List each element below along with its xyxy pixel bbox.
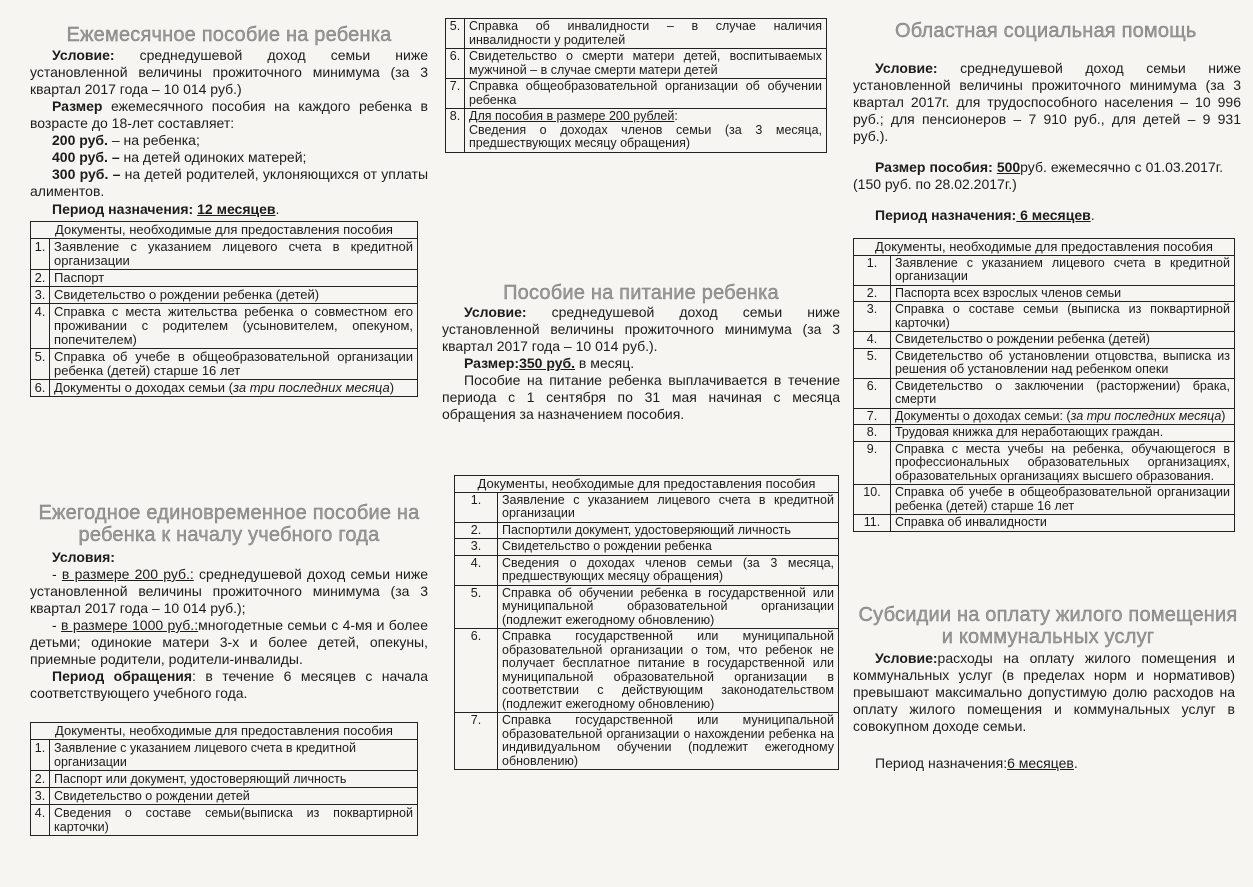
table-row: 5. Свидетельство об установлении отцовства, выписка из решения об установлении над ребенком опеки (854, 348, 1235, 378)
section-title-regional: Областная социальная помощь (895, 20, 1197, 42)
table-header: Документы, необходимые для предоставления пособия (455, 476, 839, 493)
table-row: 3. Свидетельство о рождении ребенка (детей) (31, 287, 418, 304)
table-row: 7. Справка общеобразовательной организации об обучении ребенка (446, 79, 827, 109)
section-annual-allowance (30, 502, 428, 836)
table-row: 2. Паспорт (31, 270, 418, 287)
table-header: Документы, необходимые для предоставления пособия (854, 239, 1235, 256)
table-row: 1. Заявление с указанием лицевого счета в кредитной организации (854, 255, 1235, 285)
payment-period-text: Пособие на питание ребенка выплачивается в течение периода с 1 сентября по 31 мая начиная с месяца обращения за назначением пособия. (442, 372, 840, 422)
section-title-monthly: Ежемесячное пособие на ребенка (66, 24, 392, 46)
table-row: 7. Документы о доходах семьи: (за три последних месяца) (854, 408, 1235, 425)
documents-table-continued (445, 18, 827, 153)
table-row: 10. Справка об учебе в общеобразовательной организации ребенка (детей) старше 16 лет (854, 485, 1235, 515)
amount-3: 300 руб. – на детей родителей, уклоняющихся от уплаты алиментов. (30, 166, 429, 199)
table-row: 6. Свидетельство о заключении (расторжении) брака, смерти (854, 378, 1235, 408)
section-title-nutrition: Пособие на питание ребенка (503, 282, 779, 304)
table-row: 6. Справка государственной или муниципальной образовательной организации о том, что ребенок не получает бесплатное питание в государственной или муниципальной образовательной организации в соответствии с действующим законодательством (подлежит ежегодному обновлению) (455, 629, 839, 713)
table-header: Документы, необходимые для предоставления пособия (31, 222, 418, 239)
table-row: 4. Сведения о составе семьи(выписка из поквартирной карточки) (31, 805, 418, 836)
condition-text: Условие: среднедушевой доход семьи ниже установленной величины прожиточного минимума (за 3 квартал 2017 года – 10 014 руб.). (442, 304, 840, 354)
section-nutrition-allowance (442, 282, 840, 770)
documents-table-regional (853, 238, 1235, 532)
column-center (445, 18, 827, 153)
table-row: 3. Свидетельство о рождении детей (31, 788, 418, 805)
documents-table-monthly (30, 221, 418, 397)
size-text: Размер ежемесячного пособия на каждого ребенка в возрасте до 18-лет составляет: (30, 98, 428, 131)
section-title-subsidies: Субсидии на оплату жилого помещения и коммунальных услуг (858, 603, 1238, 648)
documents-table-nutrition (454, 475, 839, 770)
section-title-annual: Ежегодное единовременное пособие на ребенка к началу учебного года (38, 502, 420, 546)
table-row: 5. Справка об обучении ребенка в государственной или муниципальной образовательной организации (подлежит ежегодному обновлению) (455, 585, 839, 629)
condition-200: - в размере 200 руб.: среднедушевой доход семьи ниже установленной величины прожиточного минимума (за 3 квартал 2017 года – 10 014 руб.); (30, 566, 428, 616)
period-text: Период назначения: 6 месяцев. (875, 207, 1095, 223)
table-row: 4. Свидетельство о рождении ребенка (детей) (854, 332, 1235, 349)
table-row: 8. Трудовая книжка для неработающих граждан. (854, 425, 1235, 442)
condition-text: Условие:расходы на оплату жилого помещения и коммунальных услуг (в пределах норм и нормативов) превышают максимально допустимую долю расходов на оплату жилого помещения и коммунальных услуг в совокупном доходе семьи. (853, 649, 1235, 734)
table-row: 3. Свидетельство о рождении ребенка (455, 539, 839, 556)
column-monthly-allowance (30, 0, 428, 397)
amount-1: 200 руб. – на ребенка; (52, 132, 200, 148)
table-row: 4. Сведения о доходах членов семьи (за 3 месяца, предшествующих месяцу обращения) (455, 555, 839, 585)
table-row: 5. Справка об инвалидности – в случае наличия инвалидности у родителей (446, 19, 827, 49)
period-text: Период назначения: 12 месяцев. (52, 201, 280, 217)
table-row: 2. Паспорт или документ, удостоверяющий личность (31, 771, 418, 788)
table-row: 7. Справка государственной или муниципальной образовательной организации о нахождении ребенка на индивидуальном обучении (подлежит ежегодному обновлению) (455, 713, 839, 770)
column-right (853, 0, 1243, 887)
table-header: Документы, необходимые для предоставления пособия (31, 723, 418, 740)
period-text: Период назначения:6 месяцев. (875, 754, 1078, 771)
size-text: Размер:350 руб. в месяц. (464, 355, 635, 371)
table-row: 5. Справка об учебе в общеобразовательной организации ребенка (детей) старше 16 лет (31, 349, 418, 380)
documents-table-annual (30, 722, 418, 836)
table-row: 1. Заявление с указанием лицевого счета в кредитной организации (31, 740, 418, 771)
table-row: 9. Справка с места учебы на ребенка, обучающегося в профессиональных образовательных организациях, образовательных организациях высшего образования. (854, 441, 1235, 485)
table-row: 2. Паспорта всех взрослых членов семьи (854, 285, 1235, 302)
condition-text: Условие: среднедушевой доход семьи ниже установленной величины прожиточного минимума (за 3 квартал 2017г. для трудоспособного населения – 10 996 руб.; для пенсионеров – 7 910 руб., для детей – 9 931 руб.). (853, 60, 1241, 144)
table-row: 1. Заявление с указанием лицевого счета в кредитной организации (31, 239, 418, 270)
table-row: 11. Справка об инвалидности (854, 515, 1235, 532)
amount-2: 400 руб. – на детей одиноких матерей; (52, 149, 307, 165)
table-row: 8. Для пособия в размере 200 рублей: Сведения о доходах членов семьи (за 3 месяца, предшествующих месяцу обращения) (446, 109, 827, 153)
table-row: 2. Паспортили документ, удостоверяющий личность (455, 522, 839, 539)
condition-1000: - в размере 1000 руб.:многодетные семьи с 4-мя и более детьми; одинокие матери 3-х и более детей, опекуны, приемные родители, родители-инвалиды. (30, 617, 429, 667)
size-text: Размер пособия: 500руб. ежемесячно с 01.03.2017г. (150 руб. по 28.02.2017г.) (853, 159, 1223, 192)
table-row: 6. Свидетельство о смерти матери детей, воспитываемых мужчиной – в случае смерти матери детей (446, 49, 827, 79)
table-row: 6. Документы о доходах семьи (за три последних месяца) (31, 380, 418, 397)
table-row: 1. Заявление с указанием лицевого счета в кредитной организации (455, 492, 839, 522)
period-text: Период обращения: в течение 6 месяцев с начала соответствующего учебного года. (30, 668, 428, 701)
condition-text: Условие: среднедушевой доход семьи ниже установленной величины прожиточного минимума (за 3 квартал 2017 года – 10 014 руб.) (30, 47, 428, 97)
table-row: 4. Справка с места жительства ребенка о совместном его проживании с родителем (усыновителем, опекуном, попечителем) (31, 304, 418, 349)
table-row: 3. Справка о составе семьи (выписка из поквартирной карточки) (854, 302, 1235, 332)
conditions-label: Условия: (52, 549, 115, 565)
